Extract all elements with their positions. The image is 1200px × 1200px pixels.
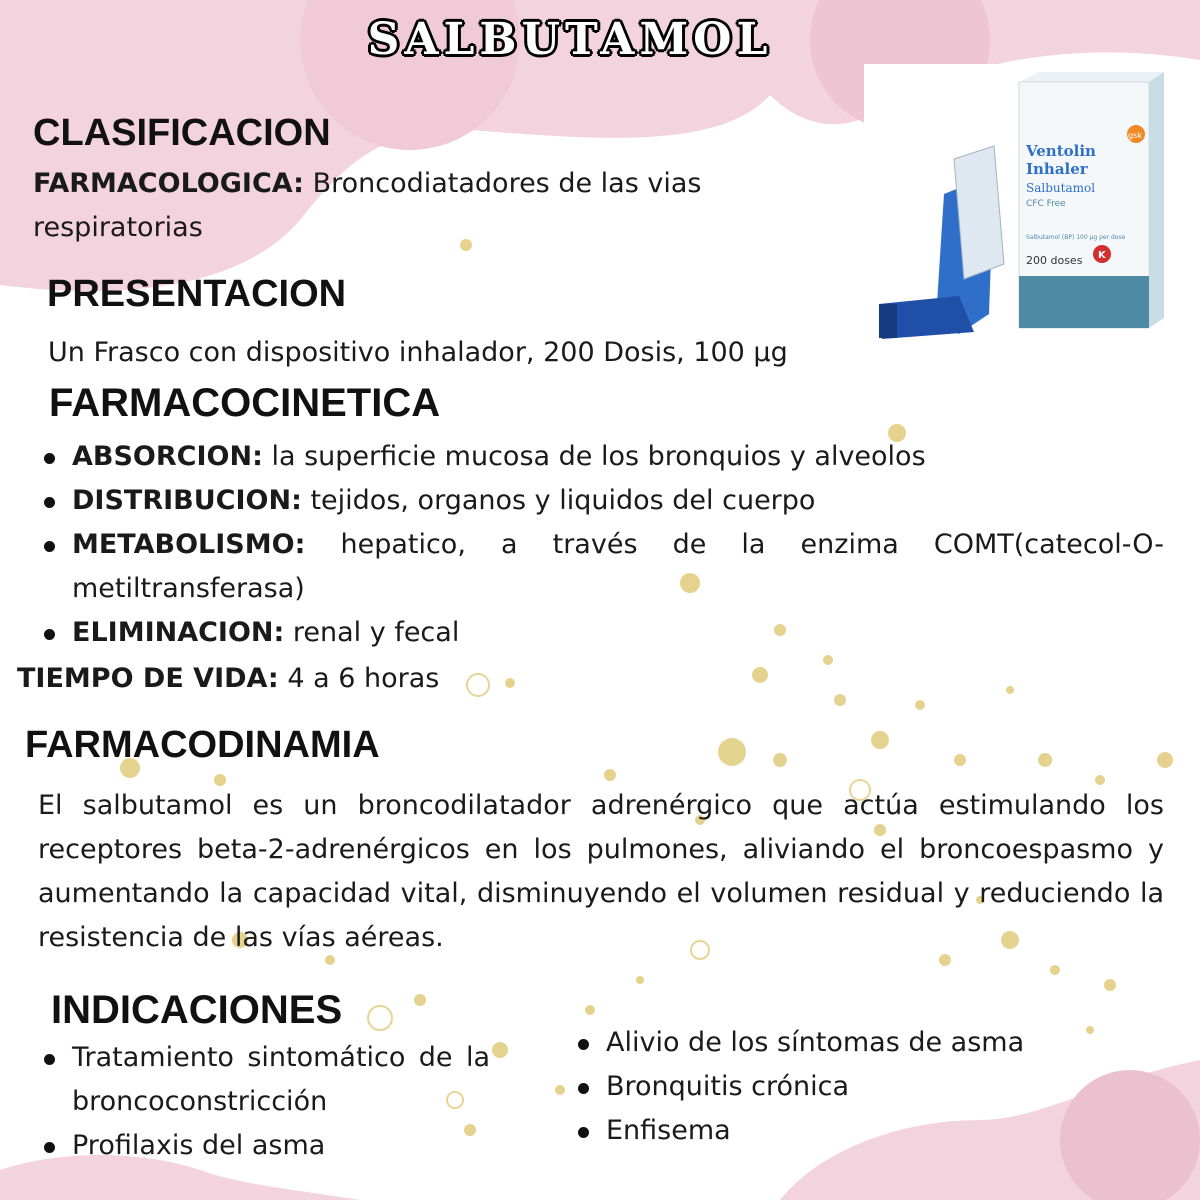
list-item-metabolismo (38, 523, 1164, 611)
product-image (864, 64, 1174, 366)
indicaciones-list-right (572, 1021, 1132, 1153)
box-brand-line1: Ventolin (1026, 142, 1096, 160)
box-generic: Salbutamol (1026, 181, 1096, 195)
list-item: Alivio de los síntomas de asma (572, 1021, 1132, 1065)
box-bottom-band (1019, 276, 1149, 328)
clasificacion-label: FARMACOLOGICA: (33, 168, 304, 199)
clasificacion-text (33, 162, 853, 250)
absorcion-label: ABSORCION: (72, 441, 263, 472)
clasificacion-value-line2: respiratorias (33, 212, 203, 243)
box-side (1149, 72, 1164, 328)
inhaler-device (879, 146, 1004, 339)
tiempo-de-vida-label: TIEMPO DE VIDA: (17, 663, 279, 694)
metabolismo-label: METABOLISMO: (72, 529, 306, 560)
eliminacion-label: ELIMINACION: (72, 617, 285, 648)
absorcion-text: la superficie mucosa de los bronquios y alveolos (262, 441, 926, 472)
distribucion-label: DISTRIBUCION: (72, 485, 302, 516)
distribucion-text: tejidos, organos y liquidos del cuerpo (301, 485, 816, 516)
farmacocinetica-heading: FARMACOCINETICA (49, 381, 441, 425)
list-item: Enfisema (572, 1109, 1132, 1153)
clasificacion-heading: CLASIFICACION (33, 112, 331, 154)
box-top-face (1019, 72, 1164, 82)
box-doses: 200 doses (1026, 254, 1083, 267)
page-title: SALBUTAMOL (367, 14, 773, 65)
clasificacion-value-line1: Broncodiatadores de las vias (303, 168, 702, 199)
tiempo-de-vida (17, 657, 439, 701)
presentacion-heading: PRESENTACION (47, 273, 347, 315)
box-maker-text: gsk (1128, 131, 1142, 140)
list-item-distribucion (38, 479, 1164, 523)
box-small-print: Salbutamol (BP) 100 µg per dose (1026, 234, 1126, 241)
list-item: Bronquitis crónica (572, 1065, 1132, 1109)
tiempo-de-vida-value: 4 a 6 horas (278, 663, 440, 694)
presentacion-text: Un Frasco con dispositivo inhalador, 200 Dosis, 100 µg (48, 337, 788, 368)
farmacodinamia-text: El salbutamol es un broncodilatador adrenérgico que actúa estimulando los receptores beta-2-adrenérgicos en los pulmones, aliviando el broncoespasmo y aumentando la capacidad vital, disminuyendo el volumen residual y reduciendo la resistencia de las vías aéreas. (38, 790, 1164, 953)
list-item-eliminacion (38, 611, 1164, 655)
list-item: Profilaxis del asma (38, 1124, 490, 1168)
farmacodinamia-heading: FARMACODINAMIA (25, 724, 380, 766)
box-brand-line2: Inhaler (1026, 160, 1088, 178)
box-cfc: CFC Free (1026, 199, 1066, 209)
indicaciones-list-left (38, 1036, 490, 1168)
list-item-absorcion (38, 435, 1164, 479)
eliminacion-text: renal y fecal (284, 617, 460, 648)
metabolismo-text: hepatico, a través de la enzima COMT(catecol-O-metiltransferasa) (72, 529, 1164, 604)
box-red-mark-letter: K (1098, 250, 1106, 261)
list-item: Tratamiento sintomático de la broncoconstricción (38, 1036, 490, 1124)
farmacocinetica-list (38, 435, 1164, 655)
indicaciones-heading: INDICACIONES (51, 988, 343, 1032)
inhaler-illustration (864, 64, 1174, 366)
